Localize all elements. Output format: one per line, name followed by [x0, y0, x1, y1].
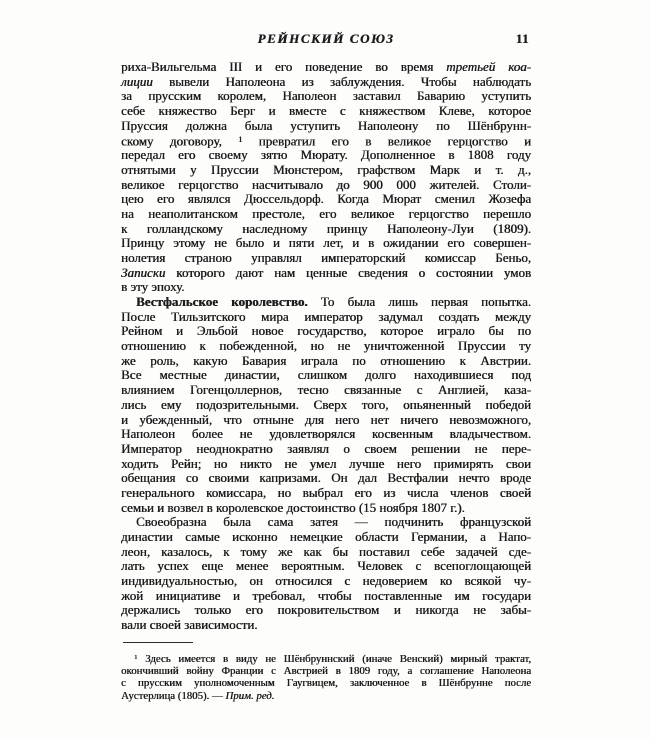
text-line	[121, 310, 531, 325]
running-head	[121, 31, 531, 47]
text-line	[121, 618, 531, 633]
text-line	[121, 119, 531, 134]
text-segment: лись ему подозрительными. Сверх того, опьяненный победой	[121, 396, 531, 412]
text-line	[121, 677, 531, 690]
text-line	[121, 251, 531, 266]
text-segment: Вестфальское королевство.	[136, 294, 308, 309]
text-line	[121, 442, 531, 457]
text-line	[121, 222, 531, 237]
text-segment: передал его своему зятю Мюрату. Дополненное в 1808 году	[121, 147, 531, 163]
text-line	[121, 280, 531, 295]
text-segment: Здесь имеется в виду не Шёнбруннский (иначе Венский) мирный трактат,	[137, 653, 531, 665]
text-line	[121, 383, 531, 398]
text-line	[121, 413, 531, 428]
text-line	[121, 266, 531, 281]
text-segment: риха-Вильгельма III и его поведение во время	[121, 59, 447, 74]
text-segment: за прусским королем, Наполеон заставил Баварию уступить	[121, 88, 531, 104]
text-line	[121, 354, 531, 369]
text-segment: династии самые исконно немецкие области Германии, а Напо-	[121, 529, 531, 544]
text-line	[121, 368, 531, 383]
text-line	[121, 427, 531, 442]
text-line	[121, 589, 531, 604]
text-line	[121, 471, 531, 486]
text-segment: превратил его в великое герцогство и	[242, 134, 531, 150]
text-line	[121, 133, 531, 148]
text-segment: отнятыми у Пруссии Мюнстером, графством Марк и т. д.,	[121, 161, 531, 177]
text-segment: в эту эпоху.	[121, 279, 185, 295]
text-segment: цею его являлся Дюссельдорф. Когда Мюрат сменил Жозефа	[121, 191, 531, 207]
text-segment: лиции	[121, 73, 153, 89]
text-segment: держались только его покровительством и никогда не забы-	[121, 602, 531, 618]
text-line	[121, 603, 531, 618]
text-segment: и убежденный, что отныне для него нет ничего невозможного,	[121, 411, 531, 427]
text-segment: Пруссия должна была уступить Наполеону по Шёнбрунн-	[121, 117, 531, 133]
text-segment: Принцу этому не было и пяти лет, и в ожидании его совершен-	[121, 235, 531, 251]
text-segment: влиянием Гогенцоллернов, тесно связанные с Англией, каза-	[121, 382, 531, 398]
text-line	[121, 530, 531, 545]
text-segment: Наполеон более не удовлетворялся косвенным владычеством.	[121, 426, 531, 442]
text-line	[121, 457, 531, 472]
text-segment: себе княжество Берг и вместе с княжеством Клеве, которое	[121, 103, 531, 119]
text-segment: на неаполитанском престоле, его великое герцогство перешло	[121, 205, 531, 221]
text-segment: третьей коа-	[446, 59, 531, 74]
text-line	[121, 559, 531, 574]
text-line	[121, 104, 531, 119]
text-line	[121, 192, 531, 207]
text-segment: Своеобразна была сама затея — подчинить французской	[136, 514, 531, 530]
text-line	[121, 89, 531, 104]
text-segment: же роль, какую Бавария играла по отношению к Австрии.	[121, 352, 531, 368]
text-segment: обещания со своими капризами. Он дал Вестфалии нечто вроде	[121, 470, 531, 486]
text-line	[121, 236, 531, 251]
text-line	[121, 60, 531, 75]
text-line	[121, 515, 531, 530]
text-line	[121, 652, 531, 665]
text-segment: вали своей зависимости.	[121, 617, 258, 633]
footnote-separator	[123, 642, 193, 643]
text-segment: То была лишь первая попытка.	[307, 294, 531, 309]
text-line	[121, 665, 531, 678]
text-line	[121, 178, 531, 193]
text-segment: лать успех еще менее вероятным. Человек с всепоглощающей	[121, 558, 531, 574]
text-segment: жой инициативе и требовал, чтобы поставленные им государи	[121, 587, 531, 603]
text-line	[121, 148, 531, 163]
text-segment: вывели Наполеона из заблуждения. Чтобы наблюдать	[152, 73, 531, 89]
text-segment: Записки	[121, 264, 166, 280]
text-line	[121, 545, 531, 560]
text-segment: Все местные династии, слишком долго находившиеся под	[121, 367, 531, 383]
text-segment: ходить Рейн; но никто не умел лучше него примирять свои	[121, 455, 531, 471]
text-segment: Аустерлица (1805). —	[121, 689, 226, 702]
text-segment: леон, казалось, к тому же как бы поставил себе задачей сде-	[121, 543, 531, 559]
text-line	[121, 398, 531, 413]
text-line	[121, 501, 531, 516]
text-segment: Прим. ред.	[225, 689, 275, 702]
text-line	[121, 690, 531, 703]
text-line	[121, 75, 531, 90]
text-line	[121, 163, 531, 178]
text-line	[121, 574, 531, 589]
text-segment: Рейном и Эльбой новое государство, которое играло бы по	[121, 323, 531, 339]
text-segment: с прусским уполномоченным Гаугвицем, заключенное в Шёнбрунне после	[121, 677, 531, 689]
text-segment: нолетия страною управлял императорский комиссар Беньо,	[121, 249, 531, 265]
text-line	[121, 486, 531, 501]
body-text	[121, 60, 531, 633]
page-number: 11	[515, 31, 529, 46]
text-line	[121, 339, 531, 354]
footnote-marker: 1	[134, 654, 138, 661]
text-line	[121, 324, 531, 339]
text-segment: скому договору,	[121, 134, 239, 150]
text-segment: которого дают нам ценные сведения о состоянии умов	[165, 264, 531, 280]
text-segment: отношению к побежденной, но не уничтоженной Пруссии ту	[121, 338, 531, 354]
footnote	[121, 652, 531, 702]
text-segment: к голландскому наследному принцу Наполеону-Луи (1809).	[121, 220, 531, 236]
text-segment: окончивший войну Франции с Австрией в 1809 году, а соглашение Наполеона	[121, 664, 531, 677]
text-segment: семьи и возвел в королевское достоинство (15 ноября 1807 г.).	[121, 499, 465, 515]
text-segment: После Тильзитского мира император задумал создать между	[121, 308, 531, 324]
text-segment: индивидуальностью, он относился с недоверием ко всякой чу-	[121, 573, 531, 589]
text-segment: Император неоднократно заявлял о своем решении не пере-	[121, 440, 531, 456]
footnote-marker: 1	[238, 135, 243, 145]
text-line	[121, 295, 531, 310]
text-line	[121, 207, 531, 222]
text-segment: великое герцогство насчитывало до 900 000 жителей. Столи-	[121, 176, 531, 192]
text-segment: генерального комиссара, но выбрал его из числа членов своей	[121, 484, 531, 500]
page-header-title: РЕЙНСКИЙ СОЮЗ	[257, 31, 395, 46]
